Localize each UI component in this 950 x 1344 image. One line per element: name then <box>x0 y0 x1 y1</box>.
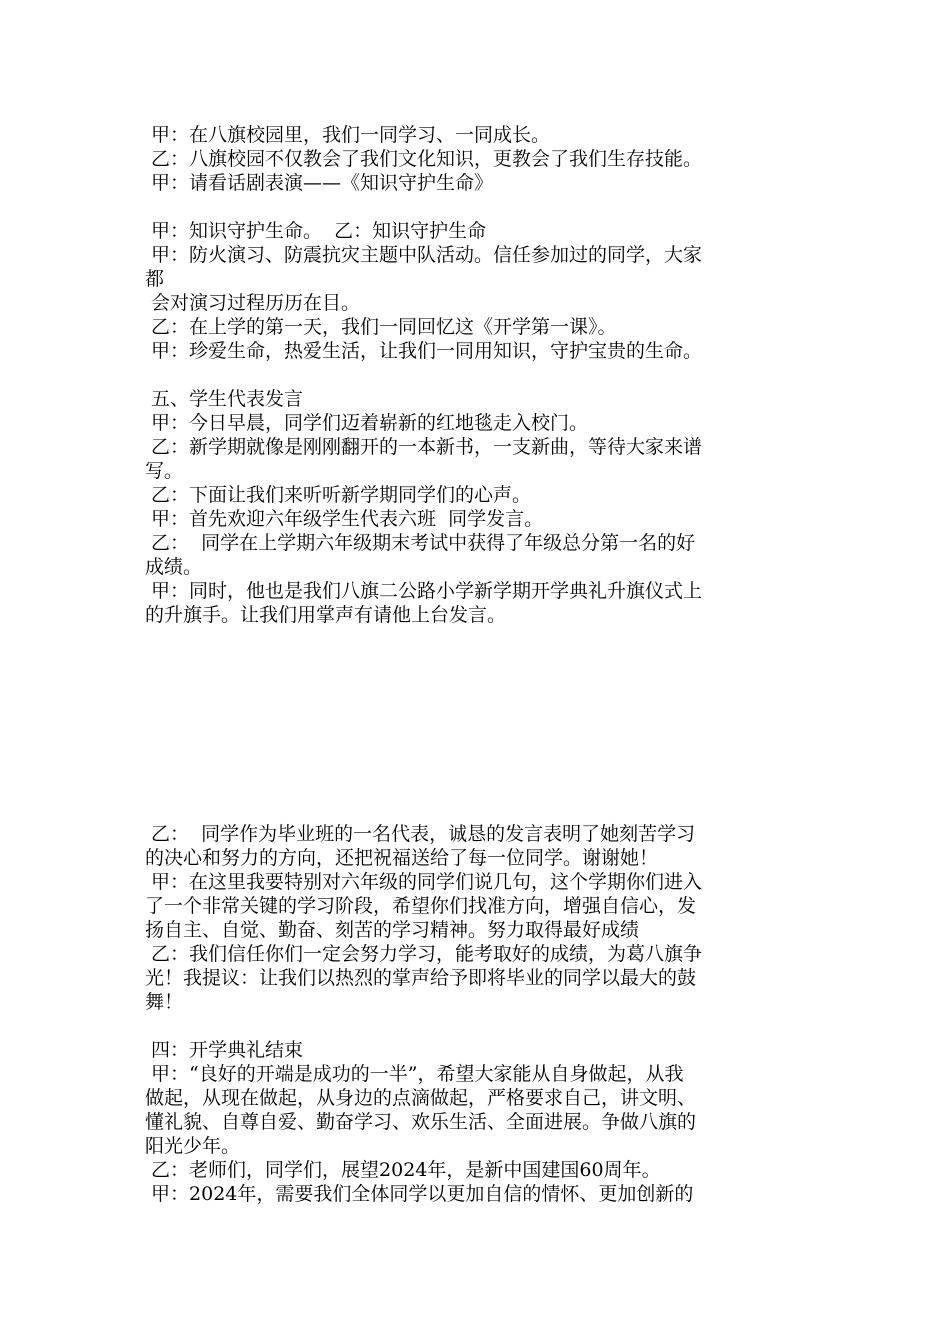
text-line: 甲：在八旗校园里，我们一同学习、一同成长。 <box>145 124 551 146</box>
text-line: 舞！ <box>145 991 184 1013</box>
text-line: 甲：2024年，需要我们全体同学以更加自信的情怀、更加创新的 <box>145 1183 694 1205</box>
blank-line <box>145 363 810 387</box>
section-heading: 四：开学典礼结束 <box>145 1039 304 1061</box>
text-line: 乙： 同学在上学期六年级期末考试中获得了年级总分第一名的好 <box>145 532 696 554</box>
text-line: 乙：下面让我们来听听新学期同学们的心声。 <box>145 484 532 506</box>
text-line: 甲：今日早晨，同学们迈着崭新的红地毯走入校门。 <box>145 412 589 434</box>
text-line: 甲：在这里我要特别对六年级的同学们说几句，这个学期你们进入 <box>145 871 703 893</box>
text-line: 都 <box>145 268 165 290</box>
text-line: 乙：八旗校园不仅教会了我们文化知识，更教会了我们生存技能。 <box>145 148 703 170</box>
text-line: 甲：首先欢迎六年级学生代表六班 同学发言。 <box>145 508 544 530</box>
text-section-1 <box>145 123 810 627</box>
text-line: 甲：珍爱生命，热爱生活，让我们一同用知识，守护宝贵的生命。 <box>145 340 703 362</box>
text-line: 乙：新学期就像是刚刚翻开的一本新书，一支新曲，等待大家来谱 <box>145 436 703 458</box>
text-line: 甲：防火演习、防震抗灾主题中队活动。信任参加过的同学，大家 <box>145 244 703 266</box>
text-line: 光！我提议：让我们以热烈的掌声给予即将毕业的同学以最大的鼓 <box>145 967 697 989</box>
text-line: 乙：我们信任你们一定会努力学习，能考取好的成绩，为葛八旗争 <box>145 943 703 965</box>
text-line: 会对演习过程历历在目。 <box>145 292 361 314</box>
blank-line <box>145 195 810 219</box>
section-heading: 五、学生代表发言 <box>145 388 304 410</box>
text-line: 的决心和努力的方向，还把祝福送给了每一位同学。谢谢她！ <box>145 847 659 869</box>
text-section-2 <box>145 822 810 1206</box>
blank-line <box>145 1014 810 1038</box>
text-line: 阳光少年。 <box>145 1135 241 1157</box>
text-line: 乙： 同学作为毕业班的一名代表，诚恳的发言表明了她刻苦学习 <box>145 823 696 845</box>
text-line: 的升旗手。让我们用掌声有请他上台发言。 <box>145 604 507 626</box>
text-line: 甲：“良好的开端是成功的一半”，希望大家能从自身做起，从我 <box>145 1063 684 1085</box>
text-line: 乙：在上学的第一天，我们一同回忆这《开学第一课》。 <box>145 316 617 338</box>
text-line: 懂礼貌、自尊自爱、勤奋学习、欢乐生活、全面进展。争做八旗的 <box>145 1111 697 1133</box>
text-line: 乙：老师们，同学们，展望2024年，是新中国建国60周年。 <box>145 1159 661 1181</box>
text-line: 甲：请看话剧表演——《知识守护生命》 <box>145 172 494 194</box>
text-line: 成绩。 <box>145 556 203 578</box>
text-line: 甲：同时，他也是我们八旗二公路小学新学期开学典礼升旗仪式上 <box>145 580 703 602</box>
text-line: 甲：知识守护生命。 乙：知识守护生命 <box>145 220 487 242</box>
text-line: 写。 <box>145 460 184 482</box>
text-line: 扬自主、自觉、勤奋、刻苦的学习精神。努力取得最好成绩 <box>145 919 640 941</box>
text-line: 做起，从现在做起，从身边的点滴做起，严格要求自己，讲文明、 <box>145 1087 697 1109</box>
text-line: 了一个非常关键的学习阶段，希望你们找准方向，增强自信心，发 <box>145 895 697 917</box>
